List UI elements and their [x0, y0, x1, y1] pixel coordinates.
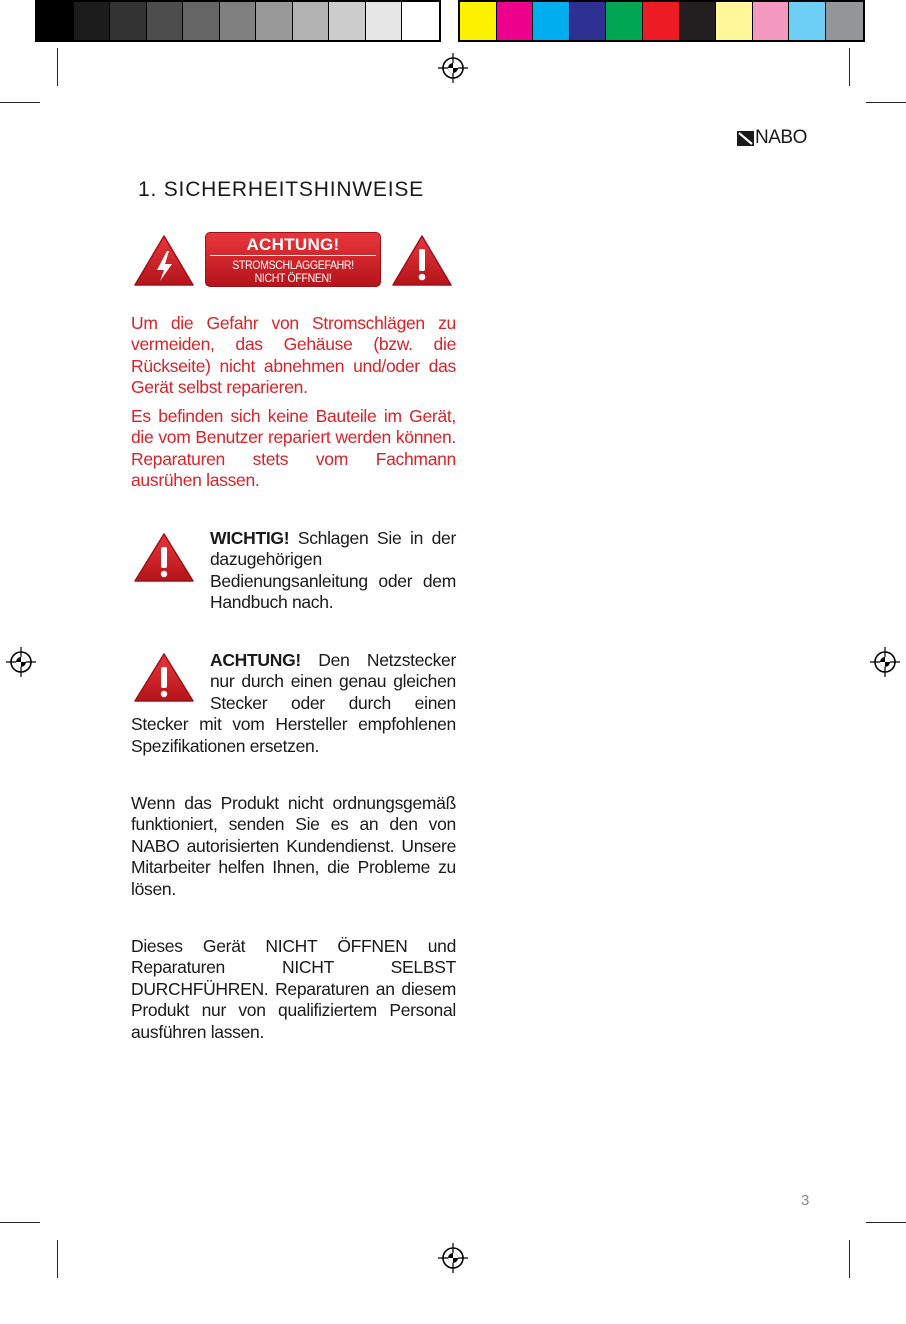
notice-caution	[131, 650, 456, 757]
color-swatch	[366, 2, 403, 40]
notice-important	[210, 528, 456, 614]
color-swatch	[147, 2, 184, 40]
notice-important-text: Schlagen Sie in der dazugehörigen Bedienungsanleitung oder dem Handbuch nach.	[210, 528, 456, 613]
warning-label-heading: ACHTUNG!	[246, 235, 340, 254]
color-swatch	[680, 2, 717, 40]
do-not-open-paragraph: Dieses Gerät NICHT ÖFFNEN und Reparaturen NICHT SELBST DURCHFÜHREN. Reparaturen an diesem Produkt nur von qualifiziertem Personal ausführen lassen.	[131, 936, 456, 1042]
notice-caution-text: Den Netzstecker nur durch einen genau gleichen Stecker oder durch einen Stecker mit vom Hersteller empfohlenen Spezifikationen ersetzen.	[131, 650, 456, 756]
color-swatch	[606, 2, 643, 40]
color-swatch	[183, 2, 220, 40]
exclamation-warning-icon	[391, 234, 453, 288]
nabo-logo-icon	[737, 131, 754, 146]
process-color-bar	[458, 0, 865, 42]
registration-mark-icon	[870, 647, 900, 677]
color-swatch	[37, 2, 74, 40]
crop-mark	[57, 1240, 58, 1278]
color-swatch	[753, 2, 790, 40]
color-swatch	[220, 2, 257, 40]
warning-label-line1: STROMSCHLAGGEFAHR!	[232, 258, 354, 272]
electric-shock-warning-icon	[133, 234, 195, 288]
color-swatch	[110, 2, 147, 40]
grayscale-color-bar	[35, 0, 441, 42]
registration-mark-icon	[438, 1243, 468, 1273]
registration-mark-icon	[6, 647, 36, 677]
warning-label-badge	[205, 232, 381, 287]
crop-mark	[866, 102, 906, 103]
notice-caution-icon-space	[131, 650, 210, 712]
exclamation-warning-icon	[133, 532, 195, 584]
color-swatch	[716, 2, 753, 40]
warning-label-stripe	[210, 255, 376, 256]
registration-mark-icon	[438, 53, 468, 83]
color-swatch	[643, 2, 680, 40]
brand-logo	[737, 127, 807, 149]
crop-mark	[0, 1222, 40, 1223]
color-swatch	[826, 2, 863, 40]
crop-mark	[57, 48, 58, 86]
color-swatch	[497, 2, 534, 40]
page-number: 3	[801, 1192, 810, 1209]
brand-logo-text: NABO	[755, 127, 807, 148]
color-swatch	[256, 2, 293, 40]
color-swatch	[402, 2, 439, 40]
color-swatch	[293, 2, 330, 40]
color-swatch	[533, 2, 570, 40]
crop-mark	[866, 1222, 906, 1223]
color-swatch	[789, 2, 826, 40]
crop-mark	[849, 1240, 850, 1278]
notice-caution-label: ACHTUNG!	[210, 650, 301, 670]
color-swatch	[74, 2, 111, 40]
warning-paragraph-parts: Es befinden sich keine Bauteile im Gerät, die vom Benutzer repariert werden können. Reparaturen stets vom Fachmann ausrühen lassen.	[131, 406, 456, 491]
color-swatch	[570, 2, 607, 40]
crop-mark	[0, 102, 40, 103]
warning-label-line2: NICHT ÖFFNEN!	[254, 271, 332, 285]
section-title: 1. SICHERHEITSHINWEISE	[138, 178, 424, 201]
service-paragraph: Wenn das Produkt nicht ordnungsgemäß funktioniert, senden Sie es an den von NABO autorisierten Kundendienst. Unsere Mitarbeiter helfen Ihnen, die Probleme zu lösen.	[131, 793, 456, 899]
notice-important-label: WICHTIG!	[210, 528, 290, 548]
crop-mark	[849, 48, 850, 86]
color-swatch	[460, 2, 497, 40]
color-swatch	[329, 2, 366, 40]
warning-paragraph-shock: Um die Gefahr von Stromschlägen zu vermeiden, das Gehäuse (bzw. die Rückseite) nicht abnehmen und/oder das Gerät selbst reparieren.	[131, 313, 456, 398]
